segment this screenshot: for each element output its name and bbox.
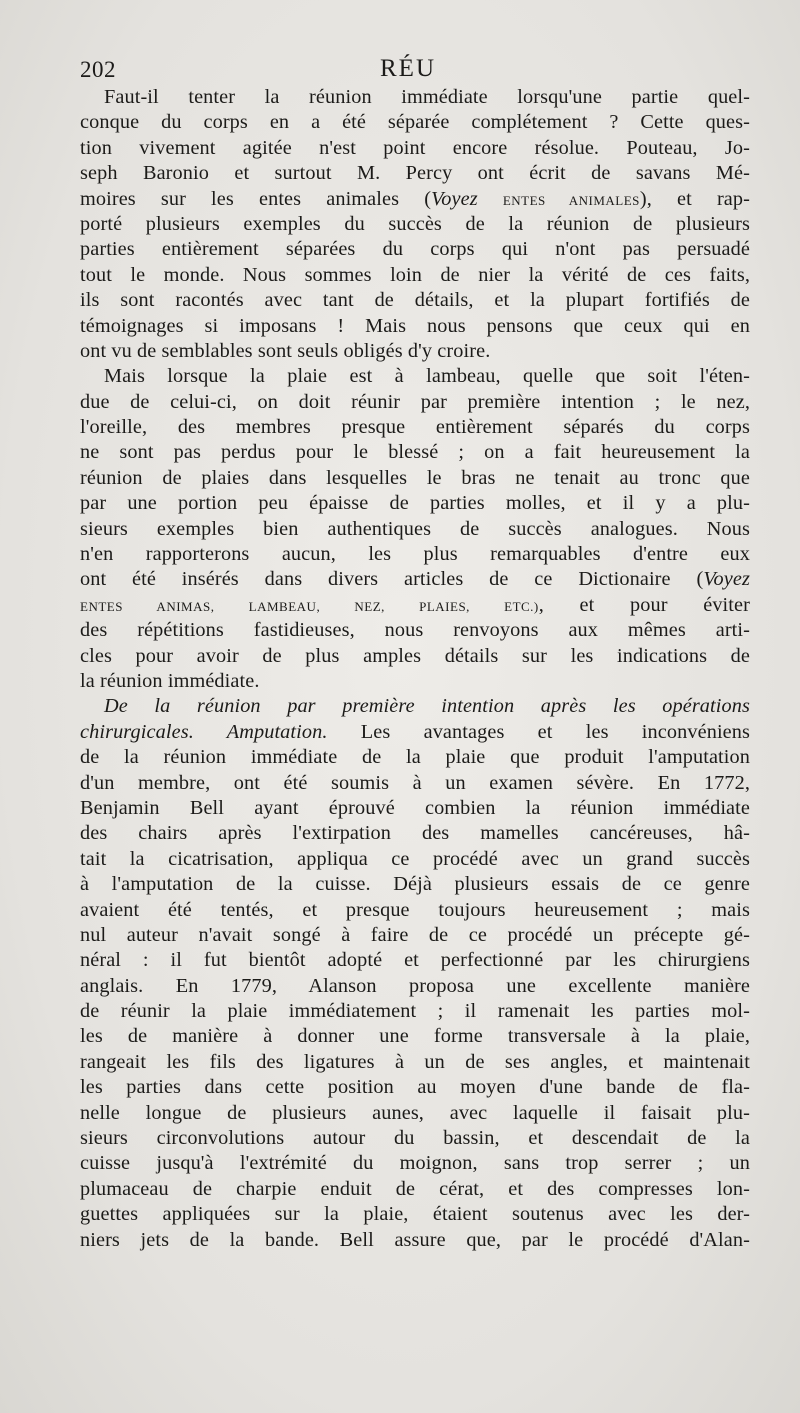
- text-line: rangeait les fils des ligatures à un de ses angles, et maintenait: [80, 1050, 750, 1073]
- paragraph-2: [80, 364, 750, 694]
- text-line: de la réunion immédiate de la plaie que produit l'amputation: [80, 746, 750, 769]
- text-line: réunion de plaies dans lesquelles le bras ne tenait au tronc que: [80, 466, 750, 489]
- text-line: de réunir la plaie immédiatement ; il ramenait les parties mol-: [80, 1000, 750, 1023]
- section-heading: De la réunion par première intention après les opérations: [104, 695, 750, 718]
- text-line: conque du corps en a été séparée complétement ? Cette ques-: [80, 111, 750, 134]
- italic-reference: Voyez: [431, 187, 478, 210]
- running-head: RÉU: [380, 55, 436, 82]
- text-line: [80, 720, 750, 745]
- text-line: tout le monde. Nous sommes loin de nier la vérité de ces faits,: [80, 263, 750, 286]
- paragraph-1: [80, 85, 750, 364]
- text-line: sieurs exemples bien authentiques de succès analogues. Nous: [80, 517, 750, 540]
- section-heading: chirurgicales. Amputation.: [80, 720, 328, 743]
- text-line: niers jets de la bande. Bell assure que, par le procédé d'Alan-: [80, 1228, 750, 1251]
- text-line: les de manière à donner une forme transversale à la plaie,: [80, 1025, 750, 1048]
- text-line: porté plusieurs exemples du succès de la réunion de plusieurs: [80, 212, 750, 235]
- text-line: des répétitions fastidieuses, nous renvoyons aux mêmes arti-: [80, 619, 750, 642]
- paragraph-3: [80, 694, 750, 1253]
- text-line: guettes appliquées sur la plaie, étaient soutenus avec les der-: [80, 1203, 750, 1226]
- small-caps-reference: S, LAMBEAU, NEZ, PLAIES, ETC.): [202, 598, 539, 614]
- text-line: plumaceau de charpie enduit de cérat, et des compresses lon-: [80, 1177, 750, 1200]
- line-fragment: moires sur les entes animales (: [80, 187, 432, 210]
- text-line: nul auteur n'avait songé à faire de ce procédé un précepte gé-: [80, 923, 750, 946]
- text-line: n'en rapporterons aucun, les plus remarquables d'entre eux: [80, 543, 750, 566]
- text-line: [80, 567, 750, 592]
- text-line: avaient été tentés, et presque toujours heureusement ; mais: [80, 898, 750, 921]
- text-line: ont vu de semblables sont seuls obligés d'y croire.: [80, 339, 491, 362]
- text-line: des chairs après l'extirpation des mamelles cancéreuses, hâ-: [80, 822, 750, 845]
- text-line: ne sont pas perdus pour le blessé ; on a fait heureusement la: [80, 441, 750, 464]
- text-line: parties entièrement séparées du corps qui n'ont pas persuadé: [80, 238, 750, 261]
- text-line: [80, 187, 750, 212]
- text-line: anglais. En 1779, Alanson proposa une excellente manière: [80, 974, 750, 997]
- text-line: [80, 593, 750, 618]
- text-line: due de celui-ci, on doit réunir par première intention ; le nez,: [80, 390, 750, 413]
- text-line: cuisse jusqu'à l'extrémité du moignon, sans trop serrer ; un: [80, 1152, 750, 1175]
- text-line: tait la cicatrisation, appliqua ce procédé avec un grand succès: [80, 847, 750, 870]
- text-line: les parties dans cette position au moyen d'une bande de fla-: [80, 1076, 750, 1099]
- text-line: l'oreille, des membres presque entièrement séparés du corps: [80, 416, 750, 439]
- text-line: par une portion peu épaisse de parties molles, et il y a plu-: [80, 492, 750, 515]
- text-line: à l'amputation de la cuisse. Déjà plusieurs essais de ce genre: [80, 873, 750, 896]
- text-line: nelle longue de plusieurs aunes, avec laquelle il faisait plu-: [80, 1101, 750, 1124]
- body-text: [80, 85, 750, 1253]
- small-caps-reference: ENTES ANIMA: [80, 598, 203, 614]
- text-line: seph Baronio et surtout M. Percy ont écrit de savans Mé-: [80, 162, 750, 185]
- line-fragment: Les avantages et les inconvéniens: [360, 720, 751, 743]
- text-line: la réunion immédiate.: [80, 669, 260, 692]
- text-line: cles pour avoir de plus amples détails sur les indications de: [80, 644, 750, 667]
- text-line: Benjamin Bell ayant éprouvé combien la réunion immédiate: [80, 796, 750, 819]
- line-fragment: , et pour éviter: [538, 593, 750, 616]
- italic-reference: Voyez: [703, 568, 750, 591]
- text-line: tion vivement agitée n'est point encore résolue. Pouteau, Jo-: [80, 136, 750, 159]
- text-line: témoignages si imposans ! Mais nous pensons que ceux qui en: [80, 314, 750, 337]
- text-line: d'un membre, ont été soumis à un examen sévère. En 1772,: [80, 771, 750, 794]
- text-line: néral : il fut bientôt adopté et perfectionné par les chirurgiens: [80, 949, 750, 972]
- page-number: 202: [80, 57, 116, 82]
- line-fragment: ont été insérés dans divers articles de ce Dictionaire (: [80, 568, 704, 591]
- text-line: ils sont racontés avec tant de détails, et la plupart fortifiés de: [80, 289, 750, 312]
- text-line: Mais lorsque la plaie est à lambeau, quelle que soit l'éten-: [104, 365, 750, 388]
- line-fragment: ), et rap-: [639, 187, 750, 210]
- text-line: sieurs circonvolutions autour du bassin, et descendait de la: [80, 1127, 750, 1150]
- text-line: Faut-il tenter la réunion immédiate lorsqu'une partie quel-: [104, 86, 750, 108]
- small-caps-reference: ENTES ANIMALES: [502, 192, 640, 208]
